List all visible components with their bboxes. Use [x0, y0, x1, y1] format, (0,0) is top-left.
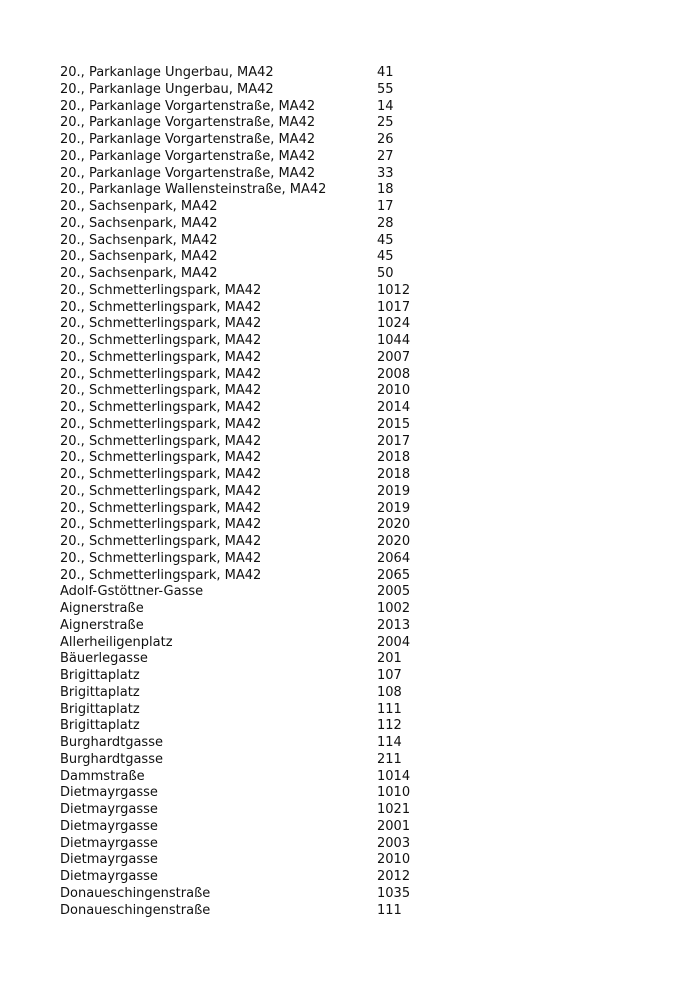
location-name: Brigittaplatz	[60, 684, 140, 700]
location-number: 1035	[377, 885, 411, 901]
location-number: 50	[377, 266, 394, 281]
location-name: 20., Schmetterlingspark, MA42	[60, 500, 262, 516]
list-row	[60, 601, 460, 618]
list-row	[60, 517, 460, 534]
list-row	[60, 182, 460, 199]
location-number: 2004	[377, 634, 411, 650]
location-name: 20., Sachsenpark, MA42	[60, 266, 218, 281]
location-number: 111	[377, 701, 402, 717]
location-number: 2007	[377, 349, 411, 365]
location-name: 20., Schmetterlingspark, MA42	[60, 282, 262, 298]
location-name: 20., Schmetterlingspark, MA42	[60, 349, 262, 365]
list-row	[60, 785, 460, 802]
location-number: 1021	[377, 802, 411, 817]
list-row	[60, 635, 460, 652]
location-name: 20., Parkanlage Vorgartenstraße, MA42	[60, 148, 316, 164]
list-row	[60, 233, 460, 250]
location-number: 1010	[377, 785, 411, 801]
location-number: 2010	[377, 383, 411, 399]
location-name: 20., Schmetterlingspark, MA42	[60, 400, 262, 415]
location-name: Aignerstraße	[60, 601, 144, 616]
location-name: 20., Sachsenpark, MA42	[60, 232, 218, 248]
location-name: Brigittaplatz	[60, 718, 140, 734]
list-row	[60, 383, 460, 400]
location-name: Brigittaplatz	[60, 701, 140, 717]
list-row	[60, 249, 460, 266]
location-name: Dietmayrgasse	[60, 785, 158, 801]
location-number: 25	[377, 115, 394, 131]
location-number: 2019	[377, 500, 411, 516]
location-list	[60, 65, 460, 919]
location-number: 28	[377, 215, 394, 231]
location-name: Aignerstraße	[60, 617, 144, 633]
list-row	[60, 752, 460, 769]
list-row	[60, 903, 460, 920]
location-number: 107	[377, 668, 402, 683]
list-row	[60, 769, 460, 786]
location-number: 2008	[377, 366, 411, 382]
location-name: Dietmayrgasse	[60, 835, 158, 851]
location-number: 201	[377, 651, 402, 667]
location-name: Donaueschingenstraße	[60, 885, 211, 901]
location-number: 114	[377, 735, 402, 750]
list-row	[60, 685, 460, 702]
location-number: 2005	[377, 584, 411, 600]
list-row	[60, 668, 460, 685]
location-name: 20., Schmetterlingspark, MA42	[60, 316, 262, 332]
list-row	[60, 99, 460, 116]
location-name: Dietmayrgasse	[60, 802, 158, 817]
location-number: 2003	[377, 835, 411, 851]
location-name: 20., Schmetterlingspark, MA42	[60, 450, 262, 466]
list-row	[60, 568, 460, 585]
location-number: 211	[377, 751, 402, 767]
location-name: 20., Schmetterlingspark, MA42	[60, 483, 262, 499]
location-name: 20., Schmetterlingspark, MA42	[60, 416, 262, 432]
location-name: Burghardtgasse	[60, 735, 163, 750]
location-name: 20., Parkanlage Wallensteinstraße, MA42	[60, 182, 327, 198]
location-name: 20., Parkanlage Ungerbau, MA42	[60, 65, 274, 80]
list-row	[60, 534, 460, 551]
list-row	[60, 82, 460, 99]
location-name: 20., Schmetterlingspark, MA42	[60, 299, 262, 315]
location-number: 1044	[377, 333, 411, 348]
list-row	[60, 417, 460, 434]
location-number: 41	[377, 65, 394, 80]
location-name: 20., Parkanlage Vorgartenstraße, MA42	[60, 115, 316, 131]
list-row	[60, 434, 460, 451]
location-name: 20., Sachsenpark, MA42	[60, 215, 218, 231]
location-number: 17	[377, 199, 394, 214]
list-row	[60, 115, 460, 132]
list-row	[60, 651, 460, 668]
list-row	[60, 283, 460, 300]
location-number: 1012	[377, 282, 411, 298]
location-number: 2018	[377, 467, 411, 482]
list-row	[60, 266, 460, 283]
location-name: 20., Schmetterlingspark, MA42	[60, 567, 262, 583]
location-name: Allerheiligenplatz	[60, 634, 173, 650]
location-name: 20., Schmetterlingspark, MA42	[60, 534, 262, 549]
location-name: 20., Schmetterlingspark, MA42	[60, 333, 262, 348]
location-number: 112	[377, 718, 402, 734]
location-number: 1002	[377, 601, 411, 616]
location-name: 20., Schmetterlingspark, MA42	[60, 433, 262, 449]
location-name: 20., Schmetterlingspark, MA42	[60, 517, 262, 533]
location-name: Bäuerlegasse	[60, 651, 148, 667]
list-row	[60, 584, 460, 601]
location-name: 20., Schmetterlingspark, MA42	[60, 383, 262, 399]
list-row	[60, 869, 460, 886]
location-name: 20., Parkanlage Vorgartenstraße, MA42	[60, 132, 316, 147]
location-number: 2010	[377, 852, 411, 868]
list-row	[60, 400, 460, 417]
list-row	[60, 735, 460, 752]
location-number: 2001	[377, 818, 411, 834]
location-number: 2064	[377, 550, 411, 566]
list-row	[60, 718, 460, 735]
location-name: 20., Schmetterlingspark, MA42	[60, 550, 262, 566]
location-number: 14	[377, 98, 394, 114]
location-number: 2019	[377, 483, 411, 499]
list-row	[60, 618, 460, 635]
location-number: 45	[377, 232, 394, 248]
location-number: 45	[377, 249, 394, 265]
location-number: 108	[377, 684, 402, 700]
location-number: 2012	[377, 869, 411, 884]
location-name: Dietmayrgasse	[60, 852, 158, 868]
location-number: 2015	[377, 416, 411, 432]
list-row	[60, 166, 460, 183]
list-row	[60, 819, 460, 836]
list-row	[60, 333, 460, 350]
list-row	[60, 350, 460, 367]
location-name: 20., Schmetterlingspark, MA42	[60, 366, 262, 382]
location-number: 1014	[377, 768, 411, 784]
list-row	[60, 551, 460, 568]
list-row	[60, 199, 460, 216]
list-row	[60, 501, 460, 518]
list-row	[60, 132, 460, 149]
location-number: 33	[377, 165, 394, 181]
list-row	[60, 852, 460, 869]
location-number: 2017	[377, 433, 411, 449]
location-number: 27	[377, 148, 394, 164]
list-row	[60, 367, 460, 384]
location-number: 2013	[377, 617, 411, 633]
list-row	[60, 702, 460, 719]
location-name: 20., Parkanlage Vorgartenstraße, MA42	[60, 165, 316, 181]
list-row	[60, 300, 460, 317]
location-name: Dietmayrgasse	[60, 818, 158, 834]
location-name: 20., Sachsenpark, MA42	[60, 199, 218, 214]
location-number: 2020	[377, 534, 411, 549]
location-number: 26	[377, 132, 394, 147]
list-row	[60, 886, 460, 903]
location-number: 2018	[377, 450, 411, 466]
list-row	[60, 65, 460, 82]
location-number: 18	[377, 182, 394, 198]
list-row	[60, 802, 460, 819]
list-row	[60, 450, 460, 467]
location-name: 20., Schmetterlingspark, MA42	[60, 467, 262, 482]
location-name: 20., Parkanlage Vorgartenstraße, MA42	[60, 98, 316, 114]
list-row	[60, 216, 460, 233]
location-name: 20., Parkanlage Ungerbau, MA42	[60, 81, 274, 97]
location-name: Burghardtgasse	[60, 751, 163, 767]
location-name: Dammstraße	[60, 768, 145, 784]
location-number: 55	[377, 81, 394, 97]
location-number: 111	[377, 902, 402, 918]
location-number: 2065	[377, 567, 411, 583]
location-name: Adolf-Gstöttner-Gasse	[60, 584, 204, 600]
location-number: 2014	[377, 400, 411, 415]
location-name: Donaueschingenstraße	[60, 902, 211, 918]
list-row	[60, 467, 460, 484]
location-name: Dietmayrgasse	[60, 869, 158, 884]
list-row	[60, 836, 460, 853]
location-number: 2020	[377, 517, 411, 533]
location-name: 20., Sachsenpark, MA42	[60, 249, 218, 265]
list-row	[60, 149, 460, 166]
location-number: 1024	[377, 316, 411, 332]
list-row	[60, 484, 460, 501]
list-row	[60, 316, 460, 333]
location-number: 1017	[377, 299, 411, 315]
location-name: Brigittaplatz	[60, 668, 140, 683]
